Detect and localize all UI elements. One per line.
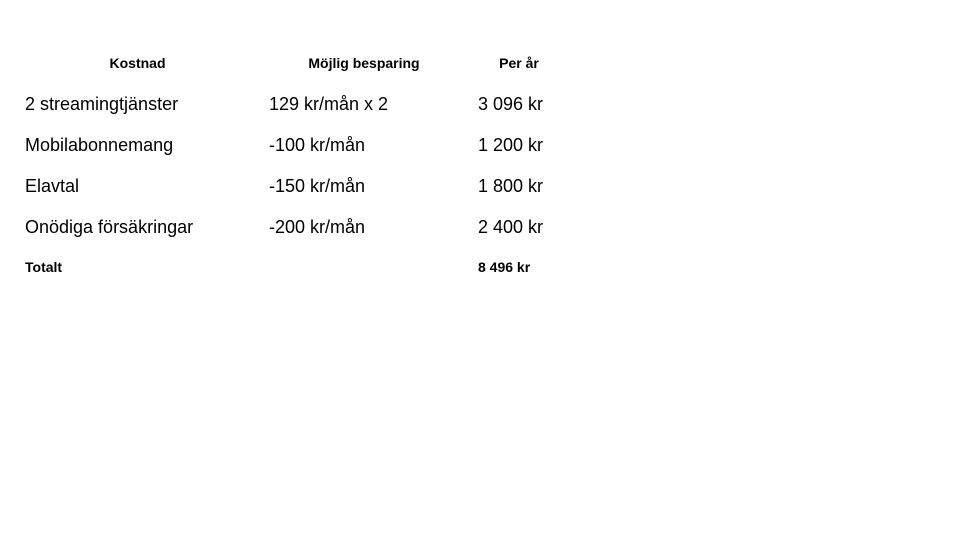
row-per-year: 2 400 kr bbox=[478, 217, 544, 237]
row-cost: 2 streamingtjänster bbox=[25, 94, 179, 114]
header-cost: Kostnad bbox=[109, 55, 166, 71]
header-per-year: Per år bbox=[499, 55, 539, 71]
row-cost: Elavtal bbox=[25, 176, 80, 196]
row-per-year: 1 200 kr bbox=[478, 135, 544, 155]
row-saving: -200 kr/mån bbox=[269, 217, 366, 237]
row-saving: -150 kr/mån bbox=[269, 176, 366, 196]
row-saving: 129 kr/mån x 2 bbox=[269, 94, 389, 114]
row-per-year: 3 096 kr bbox=[478, 94, 544, 114]
total-label: Totalt bbox=[25, 259, 63, 275]
row-saving: -100 kr/mån bbox=[269, 135, 366, 155]
total-per-year: 8 496 kr bbox=[478, 259, 531, 275]
row-cost: Mobilabonnemang bbox=[25, 135, 174, 155]
row-cost: Onödiga försäkringar bbox=[25, 217, 194, 237]
row-per-year: 1 800 kr bbox=[478, 176, 544, 196]
header-saving: Möjlig besparing bbox=[308, 55, 420, 71]
